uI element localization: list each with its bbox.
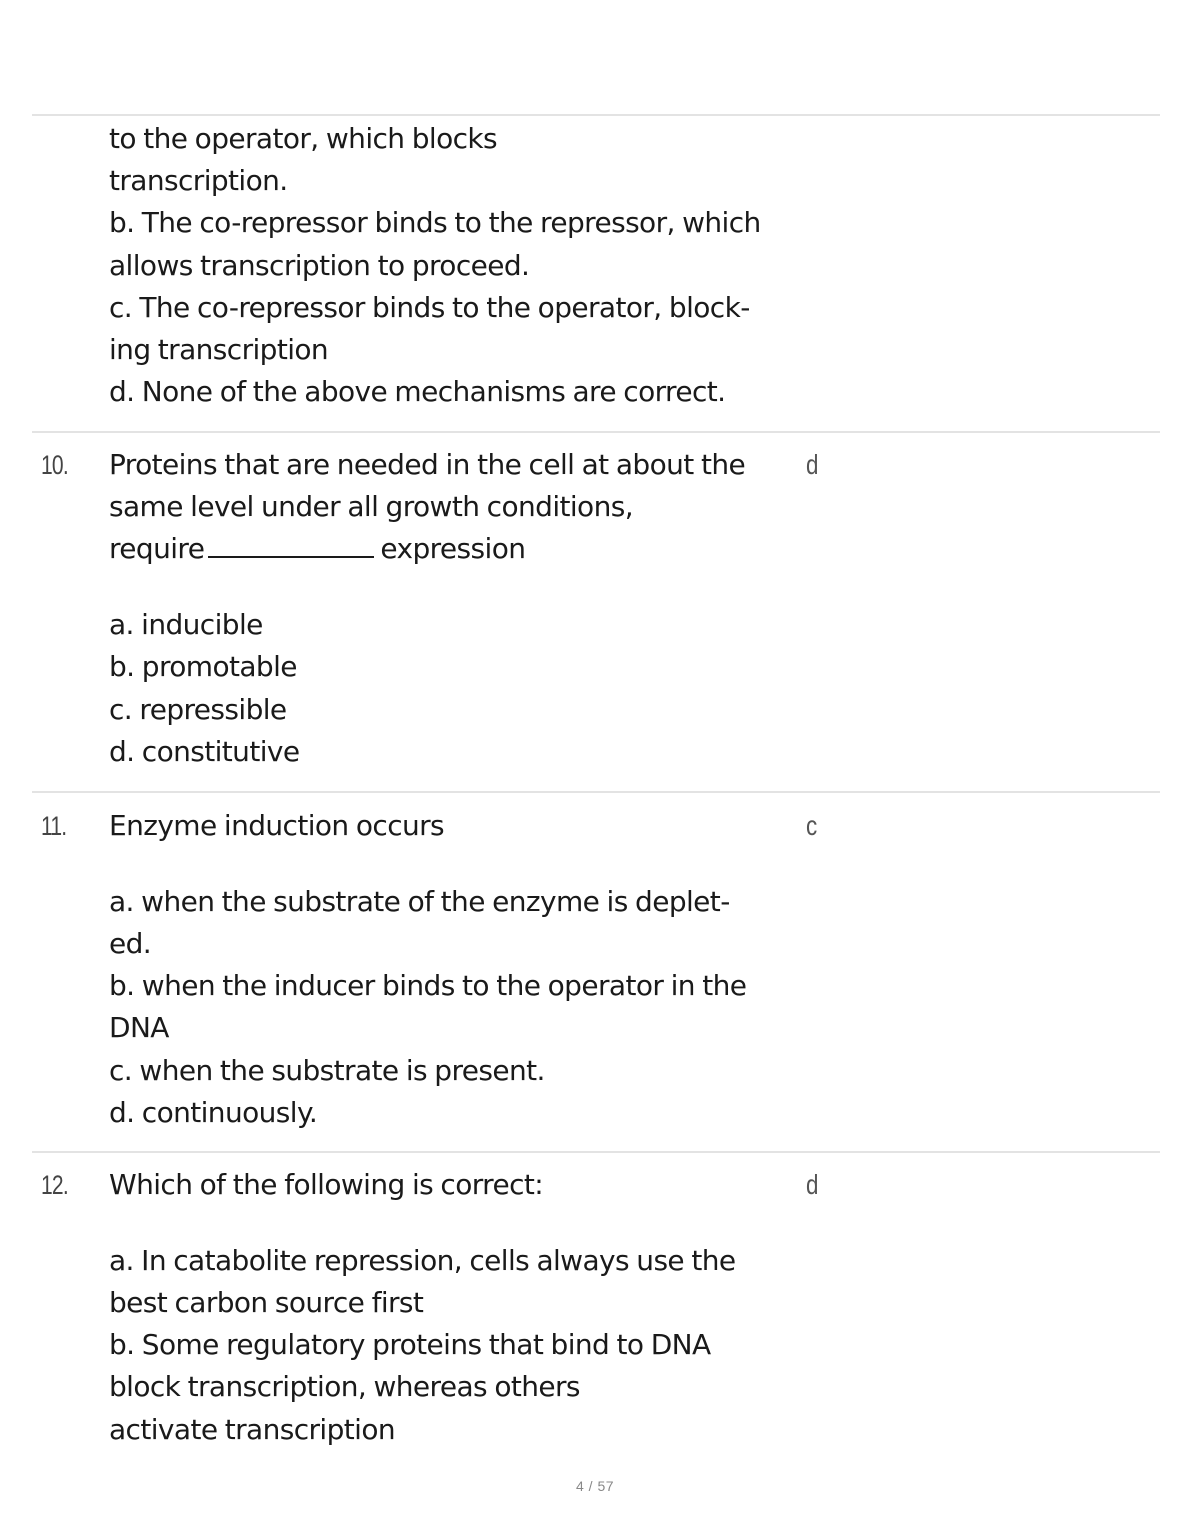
option-line: block transcription, whereas others (109, 1370, 580, 1404)
option-line: b. The co-repressor binds to the repressor, which (109, 206, 761, 240)
divider (32, 431, 1160, 433)
question-answer: d (806, 449, 819, 480)
question-12-text (109, 1164, 809, 1451)
option-line: c. when the substrate is present. (109, 1053, 545, 1087)
question-10-text (109, 444, 809, 773)
option-line: c. The co-repressor binds to the operator, block- (109, 290, 750, 324)
divider (32, 114, 1160, 116)
option-line: a. inducible (109, 608, 263, 642)
stem-text-before-blank: require (109, 532, 205, 566)
stem-line: Proteins that are needed in the cell at about the (109, 448, 746, 481)
question-number: 11. (41, 811, 67, 841)
option-line: ing transcription (109, 332, 329, 366)
option-line: b. when the inducer binds to the operator in the (109, 969, 747, 1003)
stem-text-after-blank: expression (380, 532, 526, 566)
divider (32, 791, 1160, 793)
stem-line: same level under all growth conditions, (109, 490, 634, 524)
option-line: b. promotable (109, 650, 297, 684)
option-line: to the operator, which blocks (109, 122, 498, 155)
option-line: a. In catabolite repression, cells always use the (109, 1243, 736, 1277)
stem-line: Which of the following is correct: (109, 1168, 544, 1201)
divider (32, 1151, 1160, 1153)
question-answer: d (806, 1169, 819, 1200)
option-line: activate transcription (109, 1412, 396, 1446)
option-line: allows transcription to proceed. (109, 248, 530, 282)
question-answer: c (806, 810, 818, 841)
option-line: DNA (109, 1011, 169, 1045)
option-line: c. repressible (109, 692, 287, 726)
question-number: 12. (41, 1170, 68, 1200)
option-line: b. Some regulatory proteins that bind to DNA (109, 1328, 711, 1362)
option-line: d. None of the above mechanisms are correct. (109, 375, 726, 409)
option-line: best carbon source first (109, 1285, 424, 1319)
option-line: a. when the substrate of the enzyme is deplet- (109, 884, 730, 918)
question-number: 10. (41, 450, 68, 480)
option-line: d. constitutive (109, 734, 300, 768)
question-9-options (109, 118, 809, 413)
stem-line: Enzyme induction occurs (109, 809, 445, 842)
question-11-text (109, 805, 809, 1134)
option-line: ed. (109, 926, 152, 960)
option-line: d. continuously. (109, 1095, 318, 1129)
stem-line-with-blank (109, 528, 809, 570)
page-indicator: 4 / 57 (575, 1478, 615, 1494)
option-line: transcription. (109, 164, 288, 198)
fill-in-blank (208, 528, 374, 558)
